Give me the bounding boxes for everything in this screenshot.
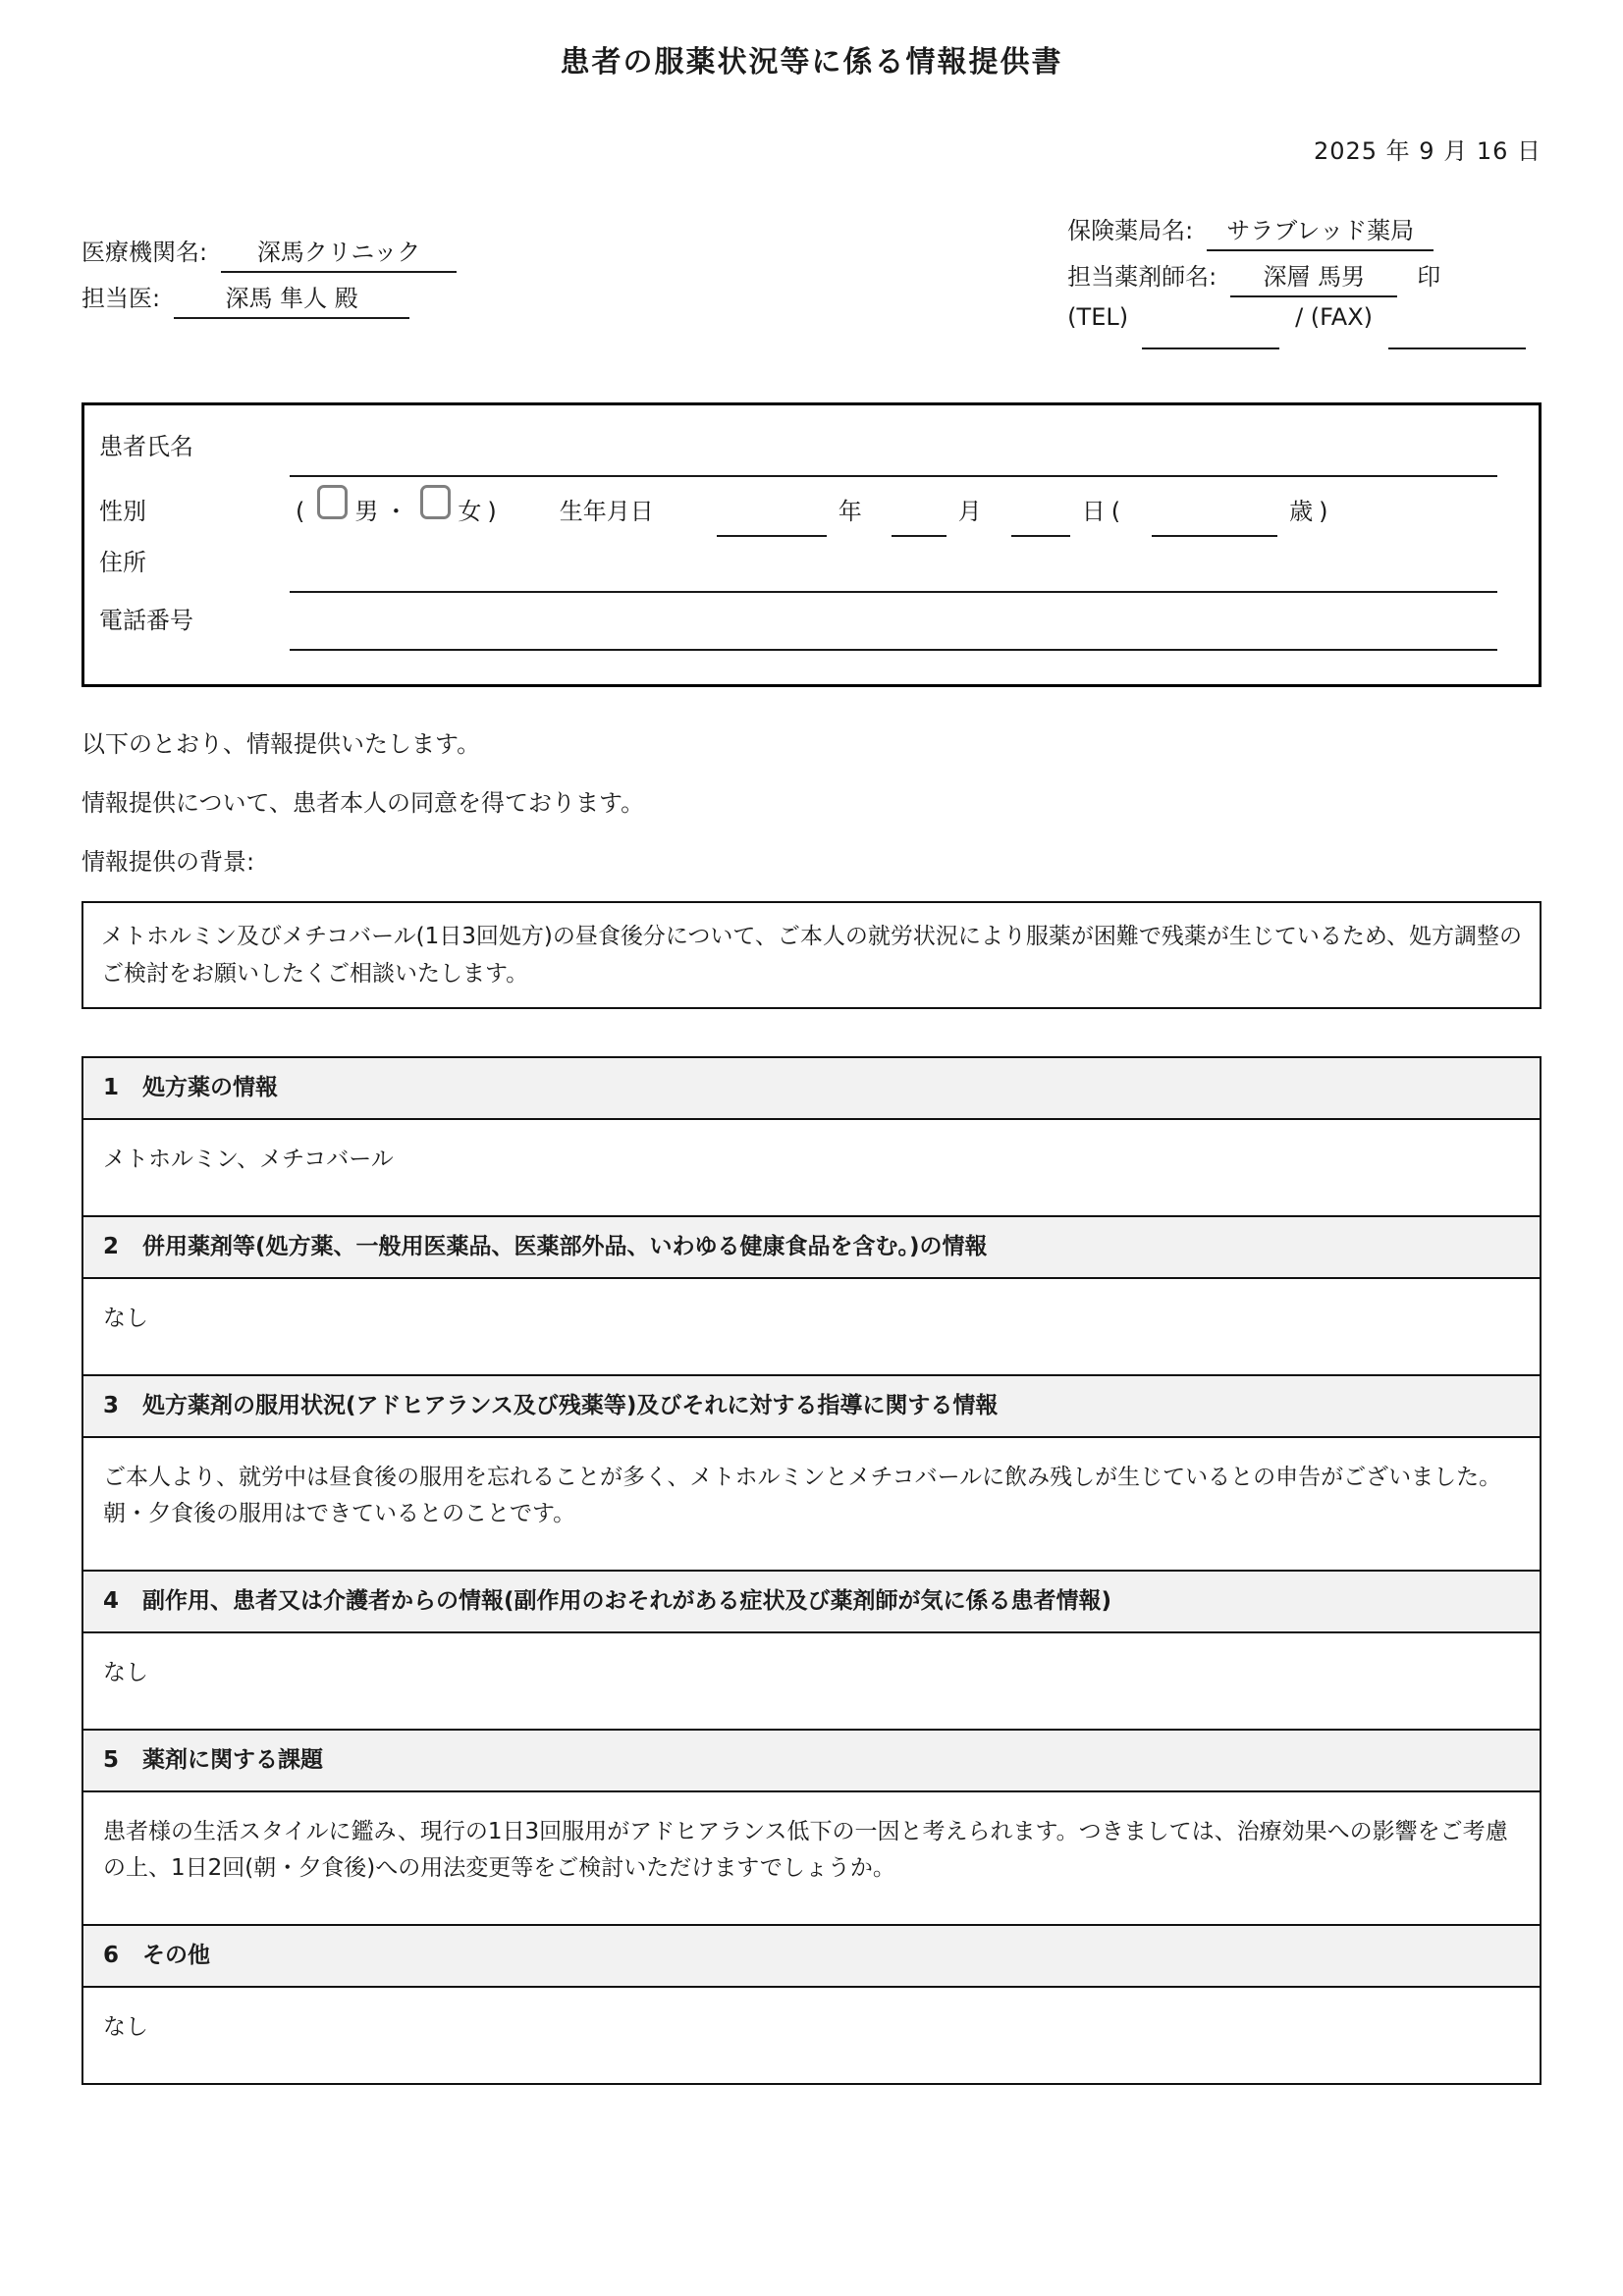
- page-title: 患者の服薬状況等に係る情報提供書: [560, 45, 1063, 80]
- phone-field: [290, 617, 1497, 651]
- tel-field: [1142, 320, 1279, 349]
- section-2-header: [83, 1215, 1540, 1279]
- sex-birth-row: [99, 485, 1497, 543]
- header-columns: [81, 211, 1542, 349]
- address-field: [290, 560, 1497, 593]
- patient-name-row: [99, 427, 1497, 485]
- background-note-box: メトホルミン及びメチコバール(1日3回処方)の昼食後分について、ご本人の就労状況により服薬が困難で残薬が生じているため、処方調整のご検討をお願いしたくご相談いたします。: [81, 901, 1542, 1009]
- fax-label: / (FAX): [1295, 303, 1373, 331]
- section-2-number: 2: [103, 1234, 120, 1259]
- section-6-title: その他: [142, 1943, 211, 1968]
- age-unit: 歳: [1289, 498, 1314, 525]
- birthdate-label: 生年月日: [559, 498, 654, 525]
- section-4-header: [83, 1570, 1540, 1633]
- birth-month-field: [892, 507, 947, 537]
- address-row: [99, 543, 1497, 601]
- section-2-body: なし: [103, 1306, 148, 1331]
- section-3-number: 3: [103, 1393, 120, 1418]
- age-paren-close: ): [1319, 498, 1328, 525]
- sex-paren-close: ): [487, 498, 497, 525]
- section-2-title: 併用薬剤等(処方薬、一般用医薬品、医薬部外品、いわゆる健康食品を含む。)の情報: [142, 1234, 988, 1259]
- section-3-body: ご本人より、就労中は昼食後の服用を忘れることが多く、メトホルミンとメチコバールに飲み残しが生じているとの申告がございました。朝・夕食後の服用はできているとのことです。: [103, 1465, 1502, 1526]
- consent-statement: 情報提供について、患者本人の同意を得ております。: [81, 789, 645, 817]
- section-4-body: なし: [103, 1660, 148, 1685]
- pharmacy-name-line: [1067, 211, 1542, 257]
- section-5-title: 薬剤に関する課題: [142, 1747, 324, 1773]
- institution-line: [81, 233, 457, 279]
- pharmacist-label: 担当薬剤師名:: [1067, 263, 1217, 291]
- sex-label: 性別: [99, 498, 146, 525]
- pharmacy-block: [1067, 211, 1542, 349]
- section-3-header: [83, 1374, 1540, 1438]
- tel-label: (TEL): [1067, 303, 1129, 331]
- pharmacy-name-value: サラブレッド薬局: [1207, 211, 1434, 251]
- section-5-number: 5: [103, 1747, 120, 1773]
- section-1-number: 1: [103, 1075, 120, 1100]
- information-table: [81, 1056, 1542, 2085]
- birth-day-field: [1011, 507, 1070, 537]
- pharmacy-name-label: 保険薬局名:: [1067, 217, 1194, 244]
- age-paren-open: (: [1110, 498, 1121, 525]
- section-6-body: なし: [103, 2014, 148, 2040]
- institution-label: 医療機関名:: [81, 239, 208, 266]
- tel-fax-line: [1067, 303, 1542, 349]
- section-6-header: [83, 1924, 1540, 1988]
- year-unit: 年: [838, 498, 862, 525]
- month-unit: 月: [957, 498, 982, 525]
- seal-mark: 印: [1417, 263, 1441, 291]
- section-5-header: [83, 1729, 1540, 1792]
- pharmacist-value: 深層 馬男: [1230, 257, 1397, 297]
- male-checkbox[interactable]: [317, 485, 348, 519]
- male-label: 男: [354, 498, 379, 525]
- doctor-value: 深馬 隼人 殿: [174, 279, 409, 319]
- section-1-header: [83, 1058, 1540, 1120]
- doctor-label: 担当医:: [81, 285, 161, 312]
- section-3-title: 処方薬剤の服用状況(アドヒアランス及び残薬等)及びそれに対する指導に関する情報: [142, 1393, 999, 1418]
- address-label: 住所: [99, 549, 146, 576]
- birth-year-field: [717, 507, 827, 537]
- medical-institution-block: [81, 233, 457, 325]
- patient-name-label: 患者氏名: [99, 433, 193, 460]
- institution-value: 深馬クリニック: [221, 233, 457, 273]
- intro-statement: 以下のとおり、情報提供いたします。: [81, 730, 481, 758]
- phone-label: 電話番号: [99, 607, 193, 634]
- section-4-title: 副作用、患者又は介護者からの情報(副作用のおそれがある症状及び薬剤師が気に係る患者情報): [142, 1588, 1112, 1614]
- pharmacist-line: [1067, 257, 1542, 303]
- section-5-body: 患者様の生活スタイルに鑑み、現行の1日3回服用がアドヒアランス低下の一因と考えられます。つきましては、治療効果への影響をご考慮の上、1日2回(朝・夕食後)への用法変更等をご検討いただけますでしょうか。: [103, 1819, 1508, 1881]
- section-6-number: 6: [103, 1943, 120, 1968]
- phone-row: [99, 601, 1497, 659]
- section-1-title: 処方薬の情報: [142, 1075, 279, 1100]
- doctor-line: [81, 279, 457, 325]
- patient-name-field: [290, 444, 1497, 477]
- fax-field: [1388, 320, 1526, 349]
- female-checkbox[interactable]: [420, 485, 451, 519]
- sex-separator: ・: [384, 498, 408, 525]
- day-unit: 日: [1081, 498, 1106, 525]
- section-1-body: メトホルミン、メチコバール: [103, 1147, 394, 1172]
- female-label: 女: [458, 498, 482, 525]
- sex-paren-open: (: [296, 498, 305, 525]
- patient-info-box: [81, 402, 1542, 687]
- document-date: 2025 年 9 月 16 日: [1313, 137, 1542, 165]
- background-label: 情報提供の背景:: [81, 848, 255, 876]
- age-field: [1152, 507, 1277, 537]
- section-4-number: 4: [103, 1588, 120, 1614]
